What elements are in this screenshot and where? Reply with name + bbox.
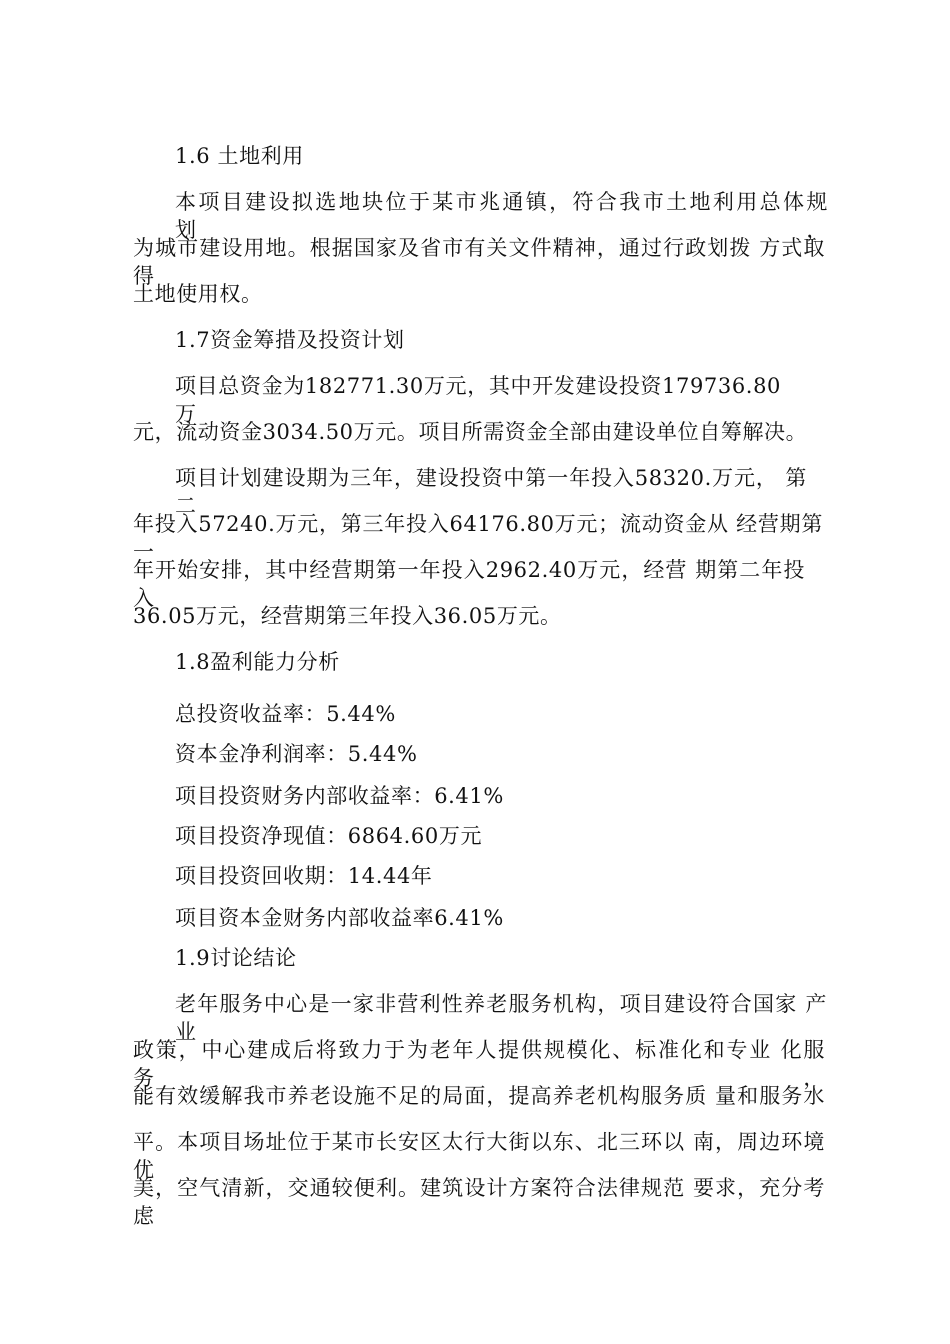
metric-item: 项目投资财务内部收益率：6.41% [175, 784, 504, 808]
paragraph-line: 为城市建设用地。根据国家及省市有关文件精神，通过行政划拨 方式取得 [133, 236, 825, 288]
heading-1-7: 1.7资金筹措及投资计划 [175, 328, 405, 352]
paragraph-line: 政策，中心建成后将致力于为老年人提供规模化、标准化和专业 化服务， [133, 1038, 825, 1090]
metric-item: 资本金净利润率：5.44% [175, 742, 418, 766]
metric-item: 总投资收益率：5.44% [175, 702, 396, 726]
paragraph-line: 36.05万元，经营期第三年投入36.05万元。 [133, 604, 562, 628]
paragraph-line: 年开始安排，其中经营期第一年投入2962.40万元，经营 期第二年投入 [133, 558, 805, 610]
metric-item: 项目投资净现值：6864.60万元 [175, 824, 483, 848]
paragraph-line: 元，流动资金3034.50万元。项目所需资金全部由建设单位自筹解决。 [133, 420, 808, 444]
paragraph-line: 老年服务中心是一家非营利性养老服务机构，项目建设符合国家 产业 [175, 992, 827, 1044]
heading-1-8: 1.8盈利能力分析 [175, 650, 340, 674]
metric-item: 项目资本金财务内部收益率6.41% [175, 906, 504, 930]
paragraph-line: 平。本项目场址位于某市长安区太行大街以东、北三环以 南，周边环境优 [133, 1130, 825, 1182]
paragraph-line: 项目总资金为182771.30万元，其中开发建设投资179736.80万 [175, 374, 781, 426]
metric-item: 项目投资回收期：14.44年 [175, 864, 433, 888]
paragraph-line: 土地使用权。 [133, 282, 263, 306]
heading-1-6: 1.6 土地利用 [175, 144, 304, 168]
paragraph-line: 能有效缓解我市养老设施不足的局面，提高养老机构服务质 量和服务水 [133, 1084, 825, 1108]
paragraph-line: 美，空气清新，交通较便利。建筑设计方案符合法律规范 要求，充分考虑 [133, 1176, 825, 1228]
paragraph-line: 本项目建设拟选地块位于某市兆通镇，符合我市土地利用总体规 划， [175, 190, 828, 242]
heading-1-9: 1.9讨论结论 [175, 946, 297, 970]
paragraph-line: 项目计划建设期为三年，建设投资中第一年投入58320.万元， 第二 [175, 466, 807, 518]
paragraph-line: 年投入57240.万元，第三年投入64176.80万元；流动资金从 经营期第一 [133, 512, 823, 564]
